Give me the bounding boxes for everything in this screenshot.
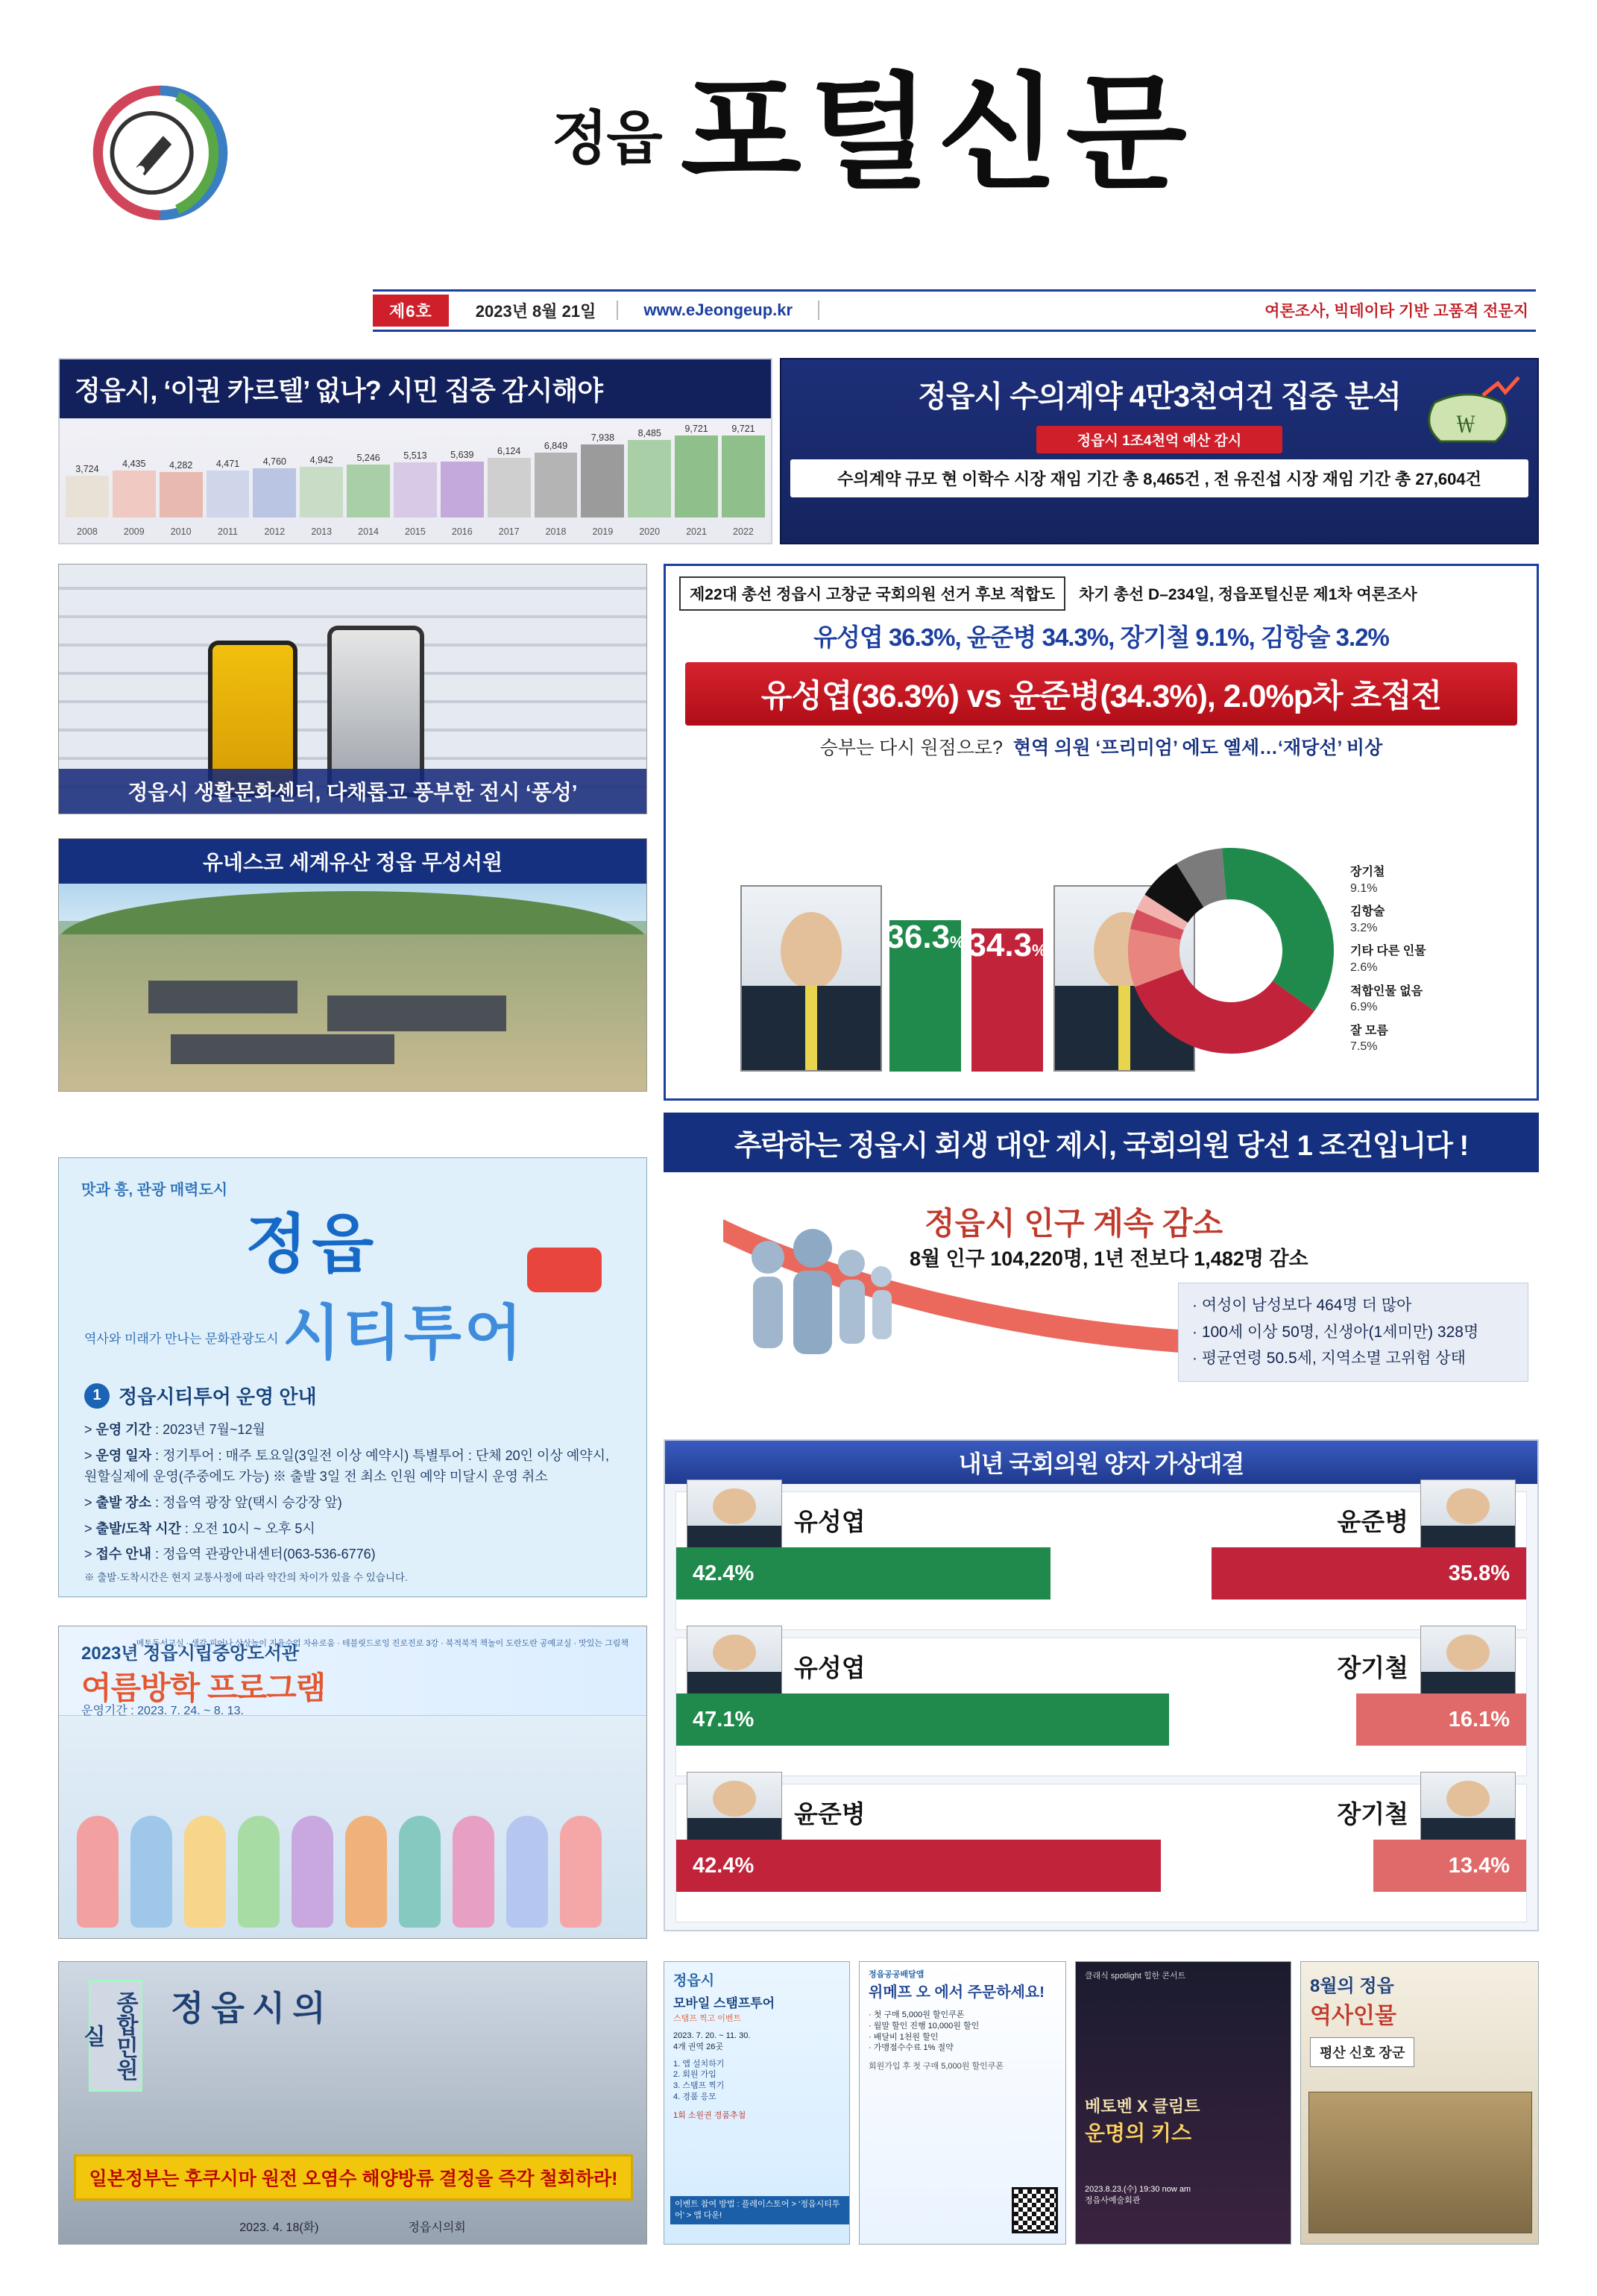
bar-value: 9,721 (684, 424, 708, 434)
city-tour-info-box (84, 1382, 621, 1586)
legend-item: 장기철 9.1% (1350, 866, 1385, 895)
city-tour-title-jeongeup: 정읍 (245, 1209, 379, 1280)
matchup-title: 내년 국회의원 양자 가상대결 (665, 1441, 1537, 1484)
bus-icon (527, 1248, 602, 1292)
bar-year-label: 2017 (498, 526, 520, 537)
matchup-rows (665, 1491, 1537, 1922)
matchup-bar-left: 42.4% (676, 1547, 1051, 1600)
city-tour-item: > 출발/도착 시간 : 오전 10시 ~ 오후 5시 (84, 1520, 315, 1536)
bar-rect (488, 458, 531, 518)
ad-headline: 위메프 오 에서 주문하세요! (869, 1984, 1045, 2001)
child-figure (560, 1816, 602, 1928)
council-protest-banner: 일본정부는 후쿠시마 원전 오염수 해양방류 결정을 즉각 철회하라! (74, 2154, 633, 2201)
bar-year-label: 2021 (686, 526, 707, 537)
population-subtitle: 8월 인구 104,220명, 1년 전보다 1,482명 감소 (910, 1248, 1308, 1270)
bar-rect (535, 453, 578, 518)
poll-subline-right: 현역 의원 ‘프리미엄’ 에도 옐세…‘재당선’ 비상 (1012, 737, 1383, 758)
budget-watch-tag: 정읍시 1조4천억 예산 감시 (1036, 426, 1282, 453)
bar-year-label: 2022 (733, 526, 754, 537)
poll-chart-area (666, 794, 1537, 1092)
page-title (552, 63, 1194, 204)
bar-rect (722, 435, 765, 518)
bar-value: 7,938 (590, 433, 615, 443)
family-group-icon (738, 1223, 910, 1365)
bar-rect (581, 444, 624, 518)
ad-stamp-tour[interactable] (664, 1961, 850, 2245)
bar-rect (394, 462, 437, 518)
bar-column (113, 424, 156, 537)
poll-headline: 유성엽(36.3%) vs 윤준병(34.3%), 2.0%p차 초접전 (685, 662, 1517, 726)
bar-column (722, 424, 765, 537)
bar-rect (628, 440, 671, 518)
bar-value: 5,246 (356, 453, 380, 463)
poll-subline-left: 승부는 다시 원점으로? (819, 737, 1003, 758)
ad-sub: 클래식 spotlight 힙한 콘서트 (1085, 1972, 1186, 1981)
bar-column (628, 424, 671, 537)
city-tour-item: > 운영 일자 : 정기투어 : 매주 토요일(3일전 이상 예약시) 특별투어 : 단체 20인 이상 예약시, 원할실제에 운영(주중에도 가능) ※ 출발 3일 전 최소 인원 예약 미달시 운영 취소 (84, 1447, 609, 1484)
ad-prize: 1회 소원권 경품추첨 (673, 2110, 746, 2120)
ad-date: 2023.8.23.(수) 19:30 now am (1085, 2184, 1191, 2194)
bar-column (488, 424, 531, 537)
poll-bar-value: 36.3% (886, 919, 965, 955)
ad-period: 2023. 7. 20. ~ 11. 30. (673, 2031, 751, 2040)
photo-city-council (58, 1961, 647, 2245)
ad-steps (673, 2059, 840, 2103)
poll-header (666, 566, 1537, 615)
ad-line: · 첫 구매 5,000원 할인쿠폰 (869, 2010, 965, 2019)
contract-chart-panel (58, 358, 772, 544)
contract-title: 정읍시 수의계약 4만3천여건 집중 분석 (918, 380, 1401, 413)
poll-bar-yoon (968, 927, 1047, 1072)
bar-value: 4,282 (169, 460, 193, 471)
bar-value: 4,435 (122, 459, 146, 469)
title-prefix: 정읍 (552, 105, 661, 171)
poll-bar-value: 34.3% (968, 927, 1047, 963)
ad-person: 평산 신호 장군 (1310, 2037, 1414, 2067)
bar-year-label: 2018 (545, 526, 567, 537)
bar-year-label: 2012 (264, 526, 286, 537)
pen-nib-logo (89, 82, 231, 224)
bar-value: 4,471 (215, 459, 240, 469)
contract-headline: 정읍시, ‘이권 카르텔’ 없나? 시민 집중 감시해야 (60, 359, 771, 418)
bar-rect (347, 465, 390, 518)
bar-column (535, 424, 578, 537)
bar-value: 3,724 (75, 464, 99, 474)
child-figure (238, 1816, 280, 1928)
bar-year-label: 2019 (592, 526, 614, 537)
child-figure (345, 1816, 387, 1928)
bar-value: 9,721 (731, 424, 755, 434)
qr-code-icon (1012, 2187, 1058, 2233)
bar-column (675, 424, 718, 537)
bar-year-label: 2020 (639, 526, 661, 537)
ad-step: 4. 경품 응모 (673, 2092, 716, 2102)
population-bullet: · 여성이 남성보다 464명 더 많아 (1192, 1297, 1412, 1314)
bar-rect (207, 471, 250, 518)
bar-year-label: 2014 (358, 526, 379, 537)
child-figure (77, 1816, 119, 1928)
issue-date: 2023년 8월 21일 (475, 301, 596, 321)
council-date: 2023. 4. 18(화) (239, 2221, 319, 2234)
hanok-roof (327, 996, 506, 1031)
bar-rect (300, 467, 343, 518)
matchup-bar-left: 42.4% (676, 1840, 1161, 1892)
bar-year-label: 2010 (170, 526, 192, 537)
bar-column (207, 424, 250, 537)
ad-title: 8월의 정읍 (1310, 1976, 1394, 1996)
money-bag-icon (1412, 373, 1524, 444)
ad-headline: 역사인물 (1310, 2004, 1396, 2028)
bar-rect (113, 471, 156, 518)
city-tour-section-title: 정읍시티투어 운영 안내 (119, 1386, 317, 1408)
hanok-roof (171, 1034, 394, 1064)
poll-bar-yoo (886, 919, 965, 1072)
bar-value: 4,942 (309, 455, 333, 465)
bar-year-label: 2009 (123, 526, 145, 537)
matchup-bar-right: 35.8% (1212, 1547, 1526, 1600)
bar-column (394, 424, 437, 537)
ad-concert[interactable] (1075, 1961, 1291, 2245)
rule-bottom (373, 330, 1536, 332)
ad-line: · 배달비 1천원 할인 (869, 2032, 939, 2042)
bar-year-label: 2015 (405, 526, 426, 537)
bar-year-label: 2008 (77, 526, 98, 537)
child-figure (184, 1816, 226, 1928)
title-main: 포털신문 (680, 63, 1194, 204)
council-footer (59, 2218, 646, 2235)
legend-item: 기타 다른 인물 2.6% (1350, 945, 1426, 975)
info-bar (373, 291, 1536, 330)
bar-value: 5,639 (450, 450, 474, 460)
matchup-bar-right: 16.1% (1356, 1693, 1526, 1746)
photo-caption: 유네스코 세계유산 정읍 무성서원 (59, 839, 646, 884)
poll-legend (1350, 864, 1522, 1063)
candidate-name-left: 유성엽 (794, 1507, 866, 1535)
bar-value: 5,513 (403, 450, 427, 461)
poll-subline (666, 733, 1537, 760)
legend-item: 잘 모름 7.5% (1350, 1024, 1388, 1054)
child-figure (453, 1816, 494, 1928)
population-bullet: · 평균연령 50.5세, 지역소멸 고위험 상태 (1192, 1350, 1466, 1368)
child-figure (292, 1816, 333, 1928)
population-title: 정읍시 인구 계속 감소 (925, 1206, 1223, 1241)
ad-line: · 월말 할인 진행 10,000원 할인 (869, 2021, 980, 2031)
city-tour-note: ※ 출발·도착시간은 현지 교통사정에 따라 약간의 차이가 있을 수 있습니다. (84, 1572, 408, 1584)
population-bullet: · 100세 이상 50명, 신생아(1세미만) 328명 (1192, 1323, 1479, 1341)
child-figure (130, 1816, 172, 1928)
bar-rect (441, 462, 484, 518)
masthead (0, 0, 1597, 321)
city-tour-title-citytour: 시티투어 (283, 1300, 526, 1366)
ad-history-figure[interactable] (1300, 1961, 1539, 2245)
bar-rect (160, 472, 203, 518)
bar-year-label: 2011 (218, 526, 238, 537)
candidate-name-right: 윤준병 (1337, 1507, 1408, 1535)
city-tour-item-list (84, 1420, 621, 1565)
ad-place: 정읍사예술회관 (1085, 2195, 1141, 2205)
child-figure (399, 1816, 441, 1928)
ad-delivery-app[interactable] (859, 1961, 1066, 2245)
poll-dday: 차기 총선 D–234일, 정읍포털신문 제1차 여론조사 (1079, 586, 1417, 603)
contract-bar-chart (60, 424, 771, 543)
ad-places: 4개 권역 26곳 (673, 2042, 723, 2051)
candidate-name-left: 윤준병 (794, 1799, 866, 1828)
city-tour-section-title-row (84, 1382, 621, 1409)
bar-column (160, 424, 203, 537)
council-building (59, 1962, 646, 2244)
candidate-photo-yoo (740, 885, 882, 1072)
contract-subtext: 수의계약 규모 현 이학수 시장 재임 기간 총 8,465건 , 전 유진섭 시장 재임 기간 총 27,604건 (790, 459, 1528, 497)
matchup-bar-left: 47.1% (676, 1693, 1169, 1746)
ad-step: 3. 스탬프 찍기 (673, 2081, 725, 2091)
council-badge: 종합민원실 (89, 1980, 142, 2092)
top-banner (58, 358, 1539, 544)
ad-line: · 가맹점수수료 1% 절약 (869, 2043, 954, 2053)
ad-title: 정읍공공배달앱 (869, 1970, 925, 1979)
photo-library-program (58, 1626, 647, 1939)
hanok-roof (148, 981, 297, 1013)
legend-item: 김항술 3.2% (1350, 905, 1385, 934)
bar-column (300, 424, 343, 537)
historic-painting (1308, 2092, 1532, 2233)
library-program-tags: 메토독서교실 · 생각 피어나 상상놀이 지율수업 자유로움 · 테블릿드로잉 진로진로 3강 · 북적북적 책놀이 도란도란 공예교실 · 맛있는 그림책 (136, 1639, 629, 1648)
bar-column (347, 424, 390, 537)
ad-headline: 운명의 키스 (1085, 2121, 1192, 2145)
photo-museongseowon (58, 838, 647, 1092)
poster-city-tour (58, 1157, 647, 1597)
bar-column (253, 424, 296, 537)
candidate-name-right: 장기철 (1337, 1653, 1408, 1682)
site-url[interactable]: www.eJeongeup.kr (617, 301, 819, 320)
bar-year-label: 2016 (451, 526, 473, 537)
matchup-row (675, 1638, 1527, 1776)
bar-year-label: 2013 (311, 526, 333, 537)
photo-culture-center (58, 564, 647, 814)
city-tour-item: > 출발 장소 : 정읍역 광장 앞(택시 승강장 앞) (84, 1494, 342, 1510)
ad-note: 회원가입 후 첫 구매 5,000원 할인쿠폰 (869, 2062, 1004, 2072)
matchup-row (675, 1784, 1527, 1922)
bar-value: 6,849 (544, 441, 568, 451)
masthead-tagline: 여론조사, 빅데이타 기반 고품격 전문지 (1264, 303, 1528, 320)
bar-column (441, 424, 484, 537)
face-tie (805, 986, 817, 1070)
ad-footer: 이벤트 참여 방법 : 플레이스토어 > ‘정읍시티투어’ > 앱 다운! (670, 2196, 849, 2224)
bar-value: 8,485 (637, 428, 661, 438)
ad-sub: 스탬프 찍고 이벤트 (673, 2014, 742, 2023)
city-tour-side-label: 역사와 미래가 만나는 문화관광도시 (84, 1332, 279, 1346)
city-tour-item: > 접수 안내 : 정읍역 관광안내센터(063-536-6776) (84, 1547, 376, 1562)
legend-item: 적합인물 없음 6.9% (1350, 984, 1423, 1014)
ad-title: 베토벤 X 클림트 (1085, 2096, 1200, 2116)
ad-title: 정읍시 (673, 1973, 715, 1989)
council-org: 정읍시의회 (408, 2221, 466, 2234)
bar-value: 6,124 (497, 446, 521, 456)
bar-rect (675, 435, 718, 518)
poll-panel (664, 564, 1539, 1101)
matchup-panel (664, 1439, 1539, 1931)
bar-column (66, 424, 109, 537)
step-number-icon: 1 (84, 1383, 110, 1409)
population-panel (664, 1193, 1539, 1424)
child-figure (506, 1816, 548, 1928)
candidate-name-right: 장기철 (1337, 1799, 1408, 1828)
library-year: 2023년 정읍시립중앙도서관 (81, 1644, 299, 1664)
library-title: 여름방학 프로그램 (81, 1670, 326, 1705)
poll-summary: 유성엽 36.3%, 윤준병 34.3%, 장기철 9.1%, 김항술 3.2% (813, 623, 1389, 651)
population-bullets (1178, 1283, 1528, 1382)
contract-analysis-panel (780, 358, 1539, 544)
issue-number: 제6호 (373, 295, 449, 327)
poll-tag: 제22대 총선 정읍시 고창군 국회의원 선거 후보 적합도 (679, 576, 1065, 611)
face-head (781, 912, 842, 989)
ad-headline: 모바일 스탬프투어 (673, 1996, 775, 2010)
bar-rect (253, 468, 296, 518)
candidate-name-left: 유성엽 (794, 1653, 866, 1682)
svg-text:￦: ￦ (1455, 413, 1477, 438)
council-sign: 정읍시의 (171, 1989, 333, 2028)
library-period: 운영기간 : 2023. 7. 24. ~ 8. 13. (81, 1705, 244, 1717)
bar-rect (66, 476, 109, 518)
bar-column (581, 424, 624, 537)
poll-footer-banner: 추락하는 정읍시 회생 대안 제시, 국회의원 당선 1 조건입니다 ! (664, 1113, 1539, 1172)
matchup-row (675, 1491, 1527, 1630)
ad-step: 1. 앱 설치하기 (673, 2059, 725, 2069)
city-tour-top-label: 맛과 흥, 관광 매력도시 (81, 1182, 228, 1198)
city-tour-item: > 운영 기간 : 2023년 7월~12월 (84, 1422, 265, 1437)
photo-caption: 정읍시 생활문화센터, 다채롭고 풍부한 전시 ‘풍성’ (59, 769, 646, 814)
bar-value: 4,760 (262, 456, 286, 467)
matchup-bar-right: 13.4% (1373, 1840, 1526, 1892)
poll-donut-chart (1119, 839, 1343, 1063)
ad-step: 2. 회원 가입 (673, 2070, 716, 2080)
